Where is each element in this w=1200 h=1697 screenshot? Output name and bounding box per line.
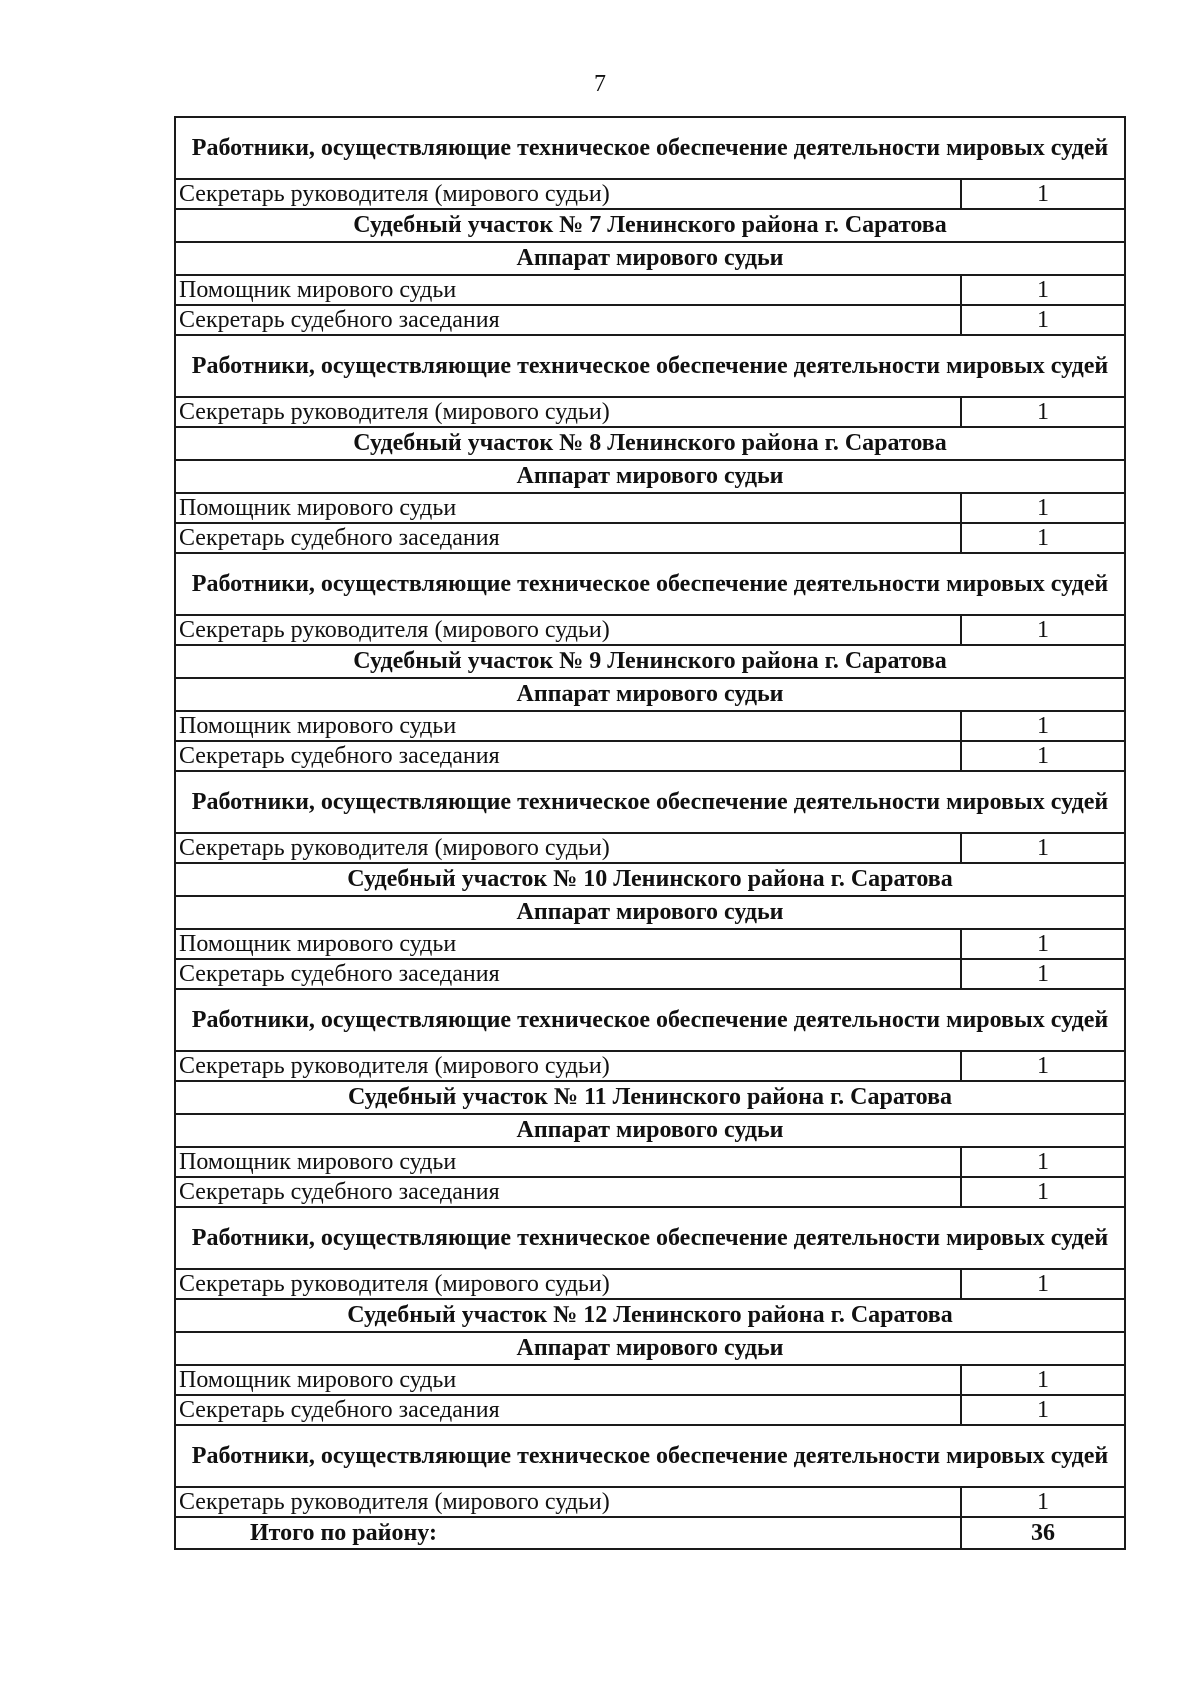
position-count: 1 <box>961 1365 1125 1395</box>
position-name: Помощник мирового судьи <box>175 929 961 959</box>
section-header: Работники, осуществляющие техническое обеспечение деятельности мировых судей <box>175 1425 1125 1487</box>
section-header-row <box>175 989 1125 1051</box>
position-name: Секретарь судебного заседания <box>175 741 961 771</box>
position-name: Секретарь руководителя (мирового судьи) <box>175 1487 961 1517</box>
section-header-row <box>175 1332 1125 1365</box>
section-header: Судебный участок № 7 Ленинского района г. Саратова <box>175 209 1125 242</box>
section-header-row <box>175 335 1125 397</box>
section-header: Работники, осуществляющие техническое обеспечение деятельности мировых судей <box>175 771 1125 833</box>
position-count: 1 <box>961 929 1125 959</box>
section-header-row <box>175 678 1125 711</box>
position-name: Секретарь судебного заседания <box>175 959 961 989</box>
position-name: Секретарь руководителя (мирового судьи) <box>175 179 961 209</box>
position-row <box>175 959 1125 989</box>
position-count: 1 <box>961 1269 1125 1299</box>
section-header-row <box>175 209 1125 242</box>
position-name: Секретарь руководителя (мирового судьи) <box>175 615 961 645</box>
position-row <box>175 1269 1125 1299</box>
position-row <box>175 1147 1125 1177</box>
section-header: Аппарат мирового судьи <box>175 242 1125 275</box>
position-name: Помощник мирового судьи <box>175 711 961 741</box>
section-header: Работники, осуществляющие техническое обеспечение деятельности мировых судей <box>175 553 1125 615</box>
section-header: Судебный участок № 10 Ленинского района г. Саратова <box>175 863 1125 896</box>
total-row <box>175 1517 1125 1549</box>
page-number: 7 <box>594 71 606 97</box>
position-name: Секретарь судебного заседания <box>175 1177 961 1207</box>
section-header: Судебный участок № 12 Ленинского района г. Саратова <box>175 1299 1125 1332</box>
section-header-row <box>175 553 1125 615</box>
position-count: 1 <box>961 523 1125 553</box>
position-row <box>175 1365 1125 1395</box>
section-header-row <box>175 771 1125 833</box>
section-header: Работники, осуществляющие техническое обеспечение деятельности мировых судей <box>175 335 1125 397</box>
position-count: 1 <box>961 1051 1125 1081</box>
position-name: Секретарь судебного заседания <box>175 305 961 335</box>
position-row <box>175 179 1125 209</box>
position-name: Секретарь руководителя (мирового судьи) <box>175 1269 961 1299</box>
section-header-row <box>175 117 1125 179</box>
position-count: 1 <box>961 179 1125 209</box>
position-row <box>175 1051 1125 1081</box>
section-header-row <box>175 427 1125 460</box>
position-count: 1 <box>961 959 1125 989</box>
position-count: 1 <box>961 493 1125 523</box>
section-header: Аппарат мирового судьи <box>175 460 1125 493</box>
section-header-row <box>175 242 1125 275</box>
position-name: Секретарь руководителя (мирового судьи) <box>175 1051 961 1081</box>
section-header-row <box>175 863 1125 896</box>
position-row <box>175 1395 1125 1425</box>
section-header: Судебный участок № 8 Ленинского района г. Саратова <box>175 427 1125 460</box>
staffing-table <box>174 116 1126 1550</box>
section-header: Аппарат мирового судьи <box>175 1114 1125 1147</box>
position-row <box>175 1177 1125 1207</box>
position-name: Секретарь судебного заседания <box>175 1395 961 1425</box>
section-header: Аппарат мирового судьи <box>175 896 1125 929</box>
position-name: Помощник мирового судьи <box>175 493 961 523</box>
position-name: Секретарь руководителя (мирового судьи) <box>175 833 961 863</box>
section-header-row <box>175 1081 1125 1114</box>
section-header-row <box>175 1299 1125 1332</box>
section-header-row <box>175 896 1125 929</box>
section-header-row <box>175 645 1125 678</box>
section-header-row <box>175 1207 1125 1269</box>
section-header: Работники, осуществляющие техническое обеспечение деятельности мировых судей <box>175 989 1125 1051</box>
position-count: 1 <box>961 1177 1125 1207</box>
position-count: 1 <box>961 305 1125 335</box>
section-header: Аппарат мирового судьи <box>175 1332 1125 1365</box>
position-count: 1 <box>961 1487 1125 1517</box>
position-row <box>175 615 1125 645</box>
position-name: Секретарь руководителя (мирового судьи) <box>175 397 961 427</box>
section-header-row <box>175 460 1125 493</box>
position-count: 1 <box>961 397 1125 427</box>
position-count: 1 <box>961 275 1125 305</box>
position-count: 1 <box>961 711 1125 741</box>
staffing-table-body <box>175 117 1125 1549</box>
section-header-row <box>175 1114 1125 1147</box>
section-header: Аппарат мирового судьи <box>175 678 1125 711</box>
position-name: Секретарь судебного заседания <box>175 523 961 553</box>
position-row <box>175 711 1125 741</box>
position-name: Помощник мирового судьи <box>175 1365 961 1395</box>
position-name: Помощник мирового судьи <box>175 275 961 305</box>
position-row <box>175 833 1125 863</box>
position-row <box>175 275 1125 305</box>
position-count: 1 <box>961 1395 1125 1425</box>
position-row <box>175 1487 1125 1517</box>
position-row <box>175 305 1125 335</box>
section-header: Судебный участок № 11 Ленинского района г. Саратова <box>175 1081 1125 1114</box>
position-row <box>175 523 1125 553</box>
section-header-row <box>175 1425 1125 1487</box>
total-label: Итого по району: <box>175 1517 961 1549</box>
section-header: Судебный участок № 9 Ленинского района г. Саратова <box>175 645 1125 678</box>
section-header: Работники, осуществляющие техническое обеспечение деятельности мировых судей <box>175 117 1125 179</box>
position-row <box>175 493 1125 523</box>
position-row <box>175 741 1125 771</box>
position-count: 1 <box>961 833 1125 863</box>
total-count: 36 <box>961 1517 1125 1549</box>
position-count: 1 <box>961 1147 1125 1177</box>
position-row <box>175 929 1125 959</box>
position-row <box>175 397 1125 427</box>
position-count: 1 <box>961 741 1125 771</box>
position-count: 1 <box>961 615 1125 645</box>
position-name: Помощник мирового судьи <box>175 1147 961 1177</box>
section-header: Работники, осуществляющие техническое обеспечение деятельности мировых судей <box>175 1207 1125 1269</box>
